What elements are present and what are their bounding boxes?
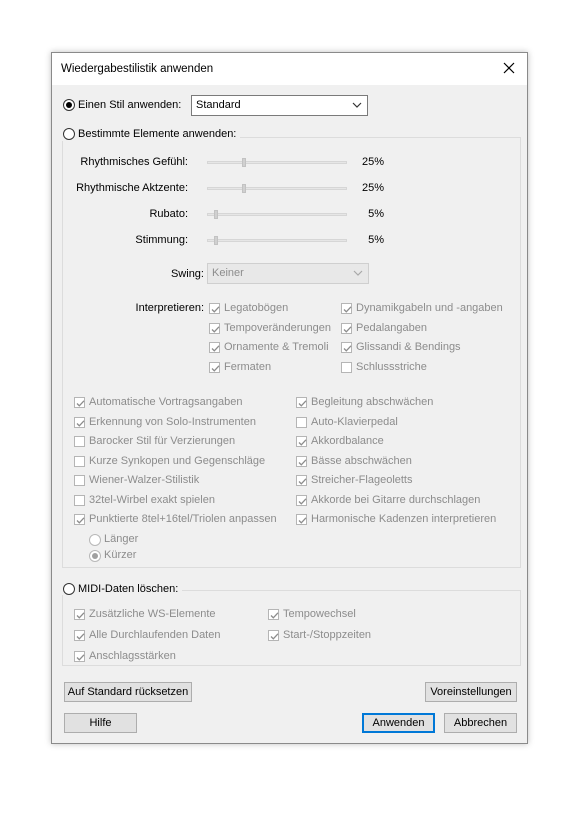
- interpret-left-label: Ornamente & Tremoli: [224, 341, 329, 353]
- option-right-label: Bässe abschwächen: [311, 455, 412, 467]
- checkmark-icon: [210, 304, 221, 315]
- slider-label: Rhythmisches Gefühl:: [80, 156, 188, 168]
- interpret-right-checkbox[interactable]: [341, 323, 352, 334]
- help-button[interactable]: Hilfe: [64, 713, 137, 733]
- option-left-checkbox[interactable]: [74, 456, 85, 467]
- swing-combo-value: Keiner: [212, 267, 244, 279]
- apply-style-radio[interactable]: [63, 99, 75, 111]
- style-combo-value: Standard: [196, 99, 241, 111]
- midi-left-label: Anschlagsstärken: [89, 650, 176, 662]
- slider-label: Rubato:: [149, 208, 188, 220]
- checkmark-icon: [297, 515, 308, 526]
- checkmark-icon: [342, 304, 353, 315]
- option-right-checkbox[interactable]: [296, 397, 307, 408]
- slider-thumb[interactable]: [242, 184, 246, 193]
- interpret-right-checkbox[interactable]: [341, 342, 352, 353]
- checkmark-icon: [210, 324, 221, 335]
- interpret-right-label: Schlussstriche: [356, 361, 427, 373]
- midi-right-label: Tempowechsel: [283, 608, 356, 620]
- interpret-right-label: Pedalangaben: [356, 322, 427, 334]
- slider-value: 5%: [368, 234, 384, 246]
- option-right-label: Streicher-Flageoletts: [311, 474, 413, 486]
- apply-elements-radio[interactable]: [63, 128, 75, 140]
- option-right-checkbox[interactable]: [296, 417, 307, 428]
- interpret-left-checkbox[interactable]: [209, 342, 220, 353]
- close-icon: [491, 53, 527, 85]
- option-right-checkbox[interactable]: [296, 436, 307, 447]
- checkmark-icon: [297, 398, 308, 409]
- cancel-button[interactable]: Abbrechen: [444, 713, 517, 733]
- slider-value: 5%: [368, 208, 384, 220]
- checkmark-icon: [210, 343, 221, 354]
- dialog-title: Wiedergabestilistik anwenden: [61, 63, 214, 75]
- checkmark-icon: [75, 610, 86, 621]
- slider-label: Stimmung:: [135, 234, 188, 246]
- dotted-rhythm-label: Kürzer: [104, 549, 137, 561]
- chevron-down-icon: [352, 99, 362, 111]
- option-right-checkbox[interactable]: [296, 514, 307, 525]
- option-right-label: Akkordbalance: [311, 435, 384, 447]
- slider-track[interactable]: [207, 239, 347, 242]
- midi-left-checkbox[interactable]: [74, 609, 85, 620]
- option-left-label: Erkennung von Solo-Instrumenten: [89, 416, 256, 428]
- reset-defaults-button[interactable]: Auf Standard rücksetzen: [64, 682, 192, 702]
- interpret-right-checkbox[interactable]: [341, 303, 352, 314]
- midi-delete-label: MIDI-Daten löschen:: [78, 583, 179, 595]
- midi-right-checkbox[interactable]: [268, 609, 279, 620]
- option-left-checkbox[interactable]: [74, 475, 85, 486]
- style-combo[interactable]: [191, 95, 368, 116]
- slider-thumb[interactable]: [214, 210, 218, 219]
- slider-value: 25%: [361, 156, 384, 168]
- checkmark-icon: [75, 515, 86, 526]
- option-left-checkbox[interactable]: [74, 436, 85, 447]
- dotted-rhythm-radio[interactable]: [89, 534, 101, 546]
- midi-left-checkbox[interactable]: [74, 651, 85, 662]
- interpret-right-label: Dynamikgabeln und -angaben: [356, 302, 503, 314]
- option-left-label: Barocker Stil für Verzierungen: [89, 435, 236, 447]
- option-left-checkbox[interactable]: [74, 397, 85, 408]
- interpret-left-label: Tempoveränderungen: [224, 322, 332, 334]
- checkmark-icon: [269, 610, 280, 621]
- checkmark-icon: [297, 496, 308, 507]
- checkmark-icon: [75, 398, 86, 409]
- slider-thumb[interactable]: [214, 236, 218, 245]
- apply-elements-label: Bestimmte Elemente anwenden:: [78, 128, 237, 140]
- chevron-down-icon: [353, 267, 363, 279]
- slider-track[interactable]: [207, 161, 347, 164]
- option-left-label: 32tel-Wirbel exakt spielen: [89, 494, 215, 506]
- checkmark-icon: [342, 343, 353, 354]
- interpret-left-checkbox[interactable]: [209, 303, 220, 314]
- swing-combo[interactable]: [207, 263, 369, 284]
- interpret-left-label: Fermaten: [224, 361, 272, 373]
- apply-button[interactable]: Anwenden: [362, 713, 435, 733]
- midi-right-label: Start-/Stoppzeiten: [283, 629, 372, 641]
- dotted-rhythm-radio[interactable]: [89, 550, 101, 562]
- checkmark-icon: [269, 631, 280, 642]
- option-left-checkbox[interactable]: [74, 417, 85, 428]
- close-button[interactable]: [491, 53, 527, 85]
- slider-label: Rhythmische Aktzente:: [76, 182, 188, 194]
- interpret-label: Interpretieren:: [135, 302, 204, 314]
- option-left-checkbox[interactable]: [74, 495, 85, 506]
- apply-style-label: Einen Stil anwenden:: [78, 99, 182, 111]
- option-right-checkbox[interactable]: [296, 456, 307, 467]
- option-left-label: Automatische Vortragsangaben: [89, 396, 243, 408]
- option-right-label: Begleitung abschwächen: [311, 396, 434, 408]
- interpret-left-label: Legatobögen: [224, 302, 289, 314]
- slider-thumb[interactable]: [242, 158, 246, 167]
- option-right-label: Harmonische Kadenzen interpretieren: [311, 513, 497, 525]
- interpret-left-checkbox[interactable]: [209, 323, 220, 334]
- interpret-right-checkbox[interactable]: [341, 362, 352, 373]
- dotted-rhythm-label: Länger: [104, 533, 139, 545]
- title-bar: [52, 53, 527, 85]
- checkmark-icon: [75, 652, 86, 663]
- checkmark-icon: [342, 324, 353, 335]
- option-left-label: Punktierte 8tel+16tel/Triolen anpassen: [89, 513, 277, 525]
- option-right-checkbox[interactable]: [296, 475, 307, 486]
- option-right-label: Auto-Klavierpedal: [311, 416, 398, 428]
- slider-track[interactable]: [207, 187, 347, 190]
- option-right-label: Akkorde bei Gitarre durchschlagen: [311, 494, 481, 506]
- presets-button[interactable]: Voreinstellungen: [425, 682, 517, 702]
- checkmark-icon: [210, 363, 221, 374]
- checkmark-icon: [297, 437, 308, 448]
- option-left-label: Wiener-Walzer-Stilistik: [89, 474, 200, 486]
- midi-left-label: Alle Durchlaufenden Daten: [89, 629, 221, 641]
- slider-value: 25%: [361, 182, 384, 194]
- midi-right-checkbox[interactable]: [268, 630, 279, 641]
- dialog-window: [51, 52, 528, 744]
- checkmark-icon: [297, 476, 308, 487]
- option-left-checkbox[interactable]: [74, 514, 85, 525]
- checkmark-icon: [75, 631, 86, 642]
- midi-left-label: Zusätzliche WS-Elemente: [89, 608, 216, 620]
- midi-left-checkbox[interactable]: [74, 630, 85, 641]
- checkmark-icon: [75, 418, 86, 429]
- midi-delete-radio[interactable]: [63, 583, 75, 595]
- interpret-right-label: Glissandi & Bendings: [356, 341, 461, 353]
- interpret-left-checkbox[interactable]: [209, 362, 220, 373]
- slider-track[interactable]: [207, 213, 347, 216]
- swing-label: Swing:: [170, 268, 204, 280]
- option-left-label: Kurze Synkopen und Gegenschläge: [89, 455, 266, 467]
- option-right-checkbox[interactable]: [296, 495, 307, 506]
- checkmark-icon: [297, 457, 308, 468]
